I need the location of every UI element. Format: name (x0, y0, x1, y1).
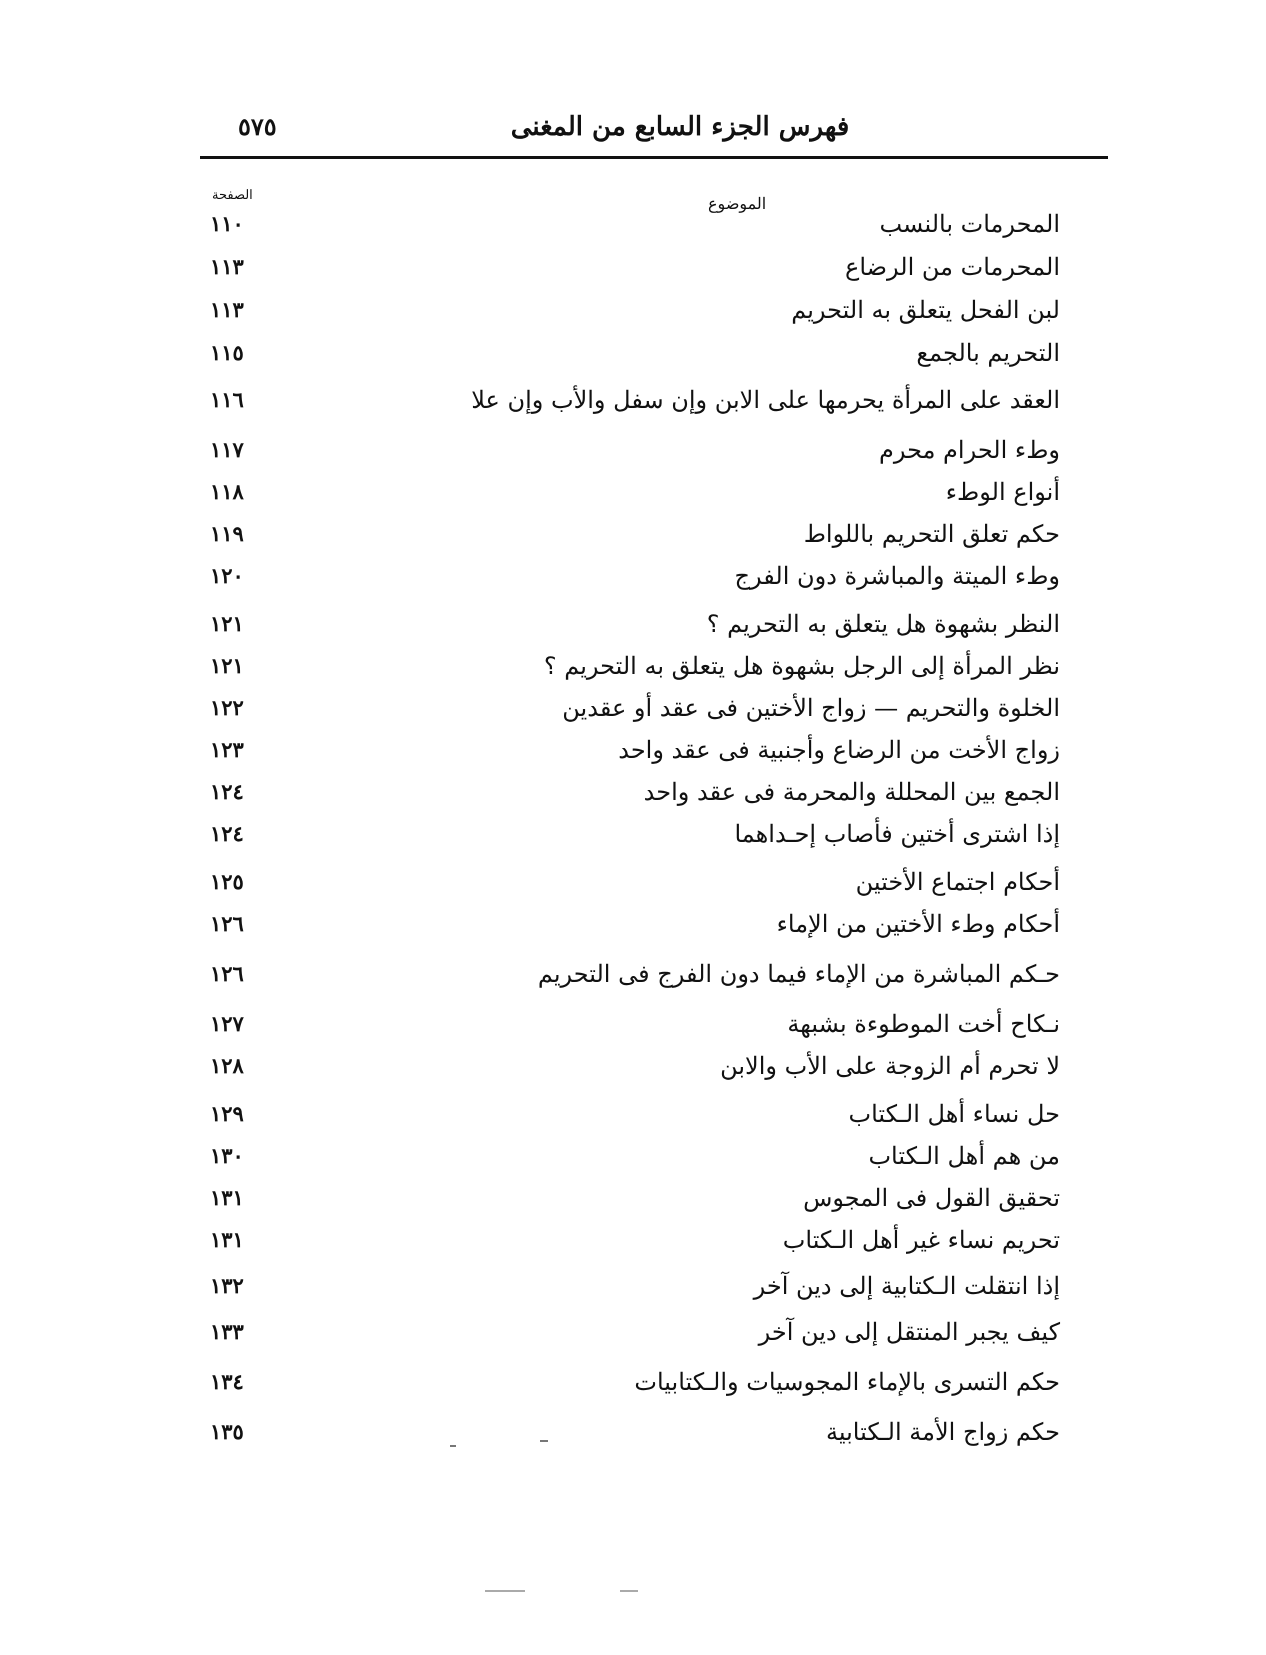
toc-entry-page: ١١٥ (210, 340, 244, 365)
toc-entry-topic: إذا اشترى أختين فأصاب إحـداهما (734, 820, 1060, 848)
scan-speck (620, 1590, 638, 1592)
toc-entry-page: ١١٦ (210, 387, 244, 412)
scan-speck (485, 1590, 525, 1592)
toc-entry-topic: حل نساء أهل الـكتاب (848, 1100, 1060, 1128)
toc-entry (200, 862, 1060, 902)
toc-entry-topic: من هم أهل الـكتاب (868, 1142, 1060, 1170)
toc-entry (200, 904, 1060, 944)
header-rule (200, 156, 1108, 159)
toc-entry-topic: حكم تعلق التحريم باللواط (803, 520, 1060, 548)
toc-entry (200, 688, 1060, 728)
toc-entry-page: ١٢٦ (210, 961, 244, 986)
toc-entry-page: ١٣٠ (210, 1143, 244, 1168)
toc-entry (200, 380, 1060, 420)
toc-entry-topic: زواج الأخت من الرضاع وأجنبية فى عقد واحد (618, 736, 1060, 764)
toc-entry (200, 247, 1060, 287)
toc-entry-page: ١١٩ (210, 521, 244, 546)
toc-entry (200, 1178, 1060, 1218)
toc-entry-topic: كيف يجبر المنتقل إلى دين آخر (758, 1318, 1060, 1346)
toc-entry (200, 1312, 1060, 1352)
column-heading-topic: الموضوع (708, 194, 767, 213)
toc-entry-page: ١٢١ (210, 611, 244, 636)
toc-entry-topic: الجمع بين المحللة والمحرمة فى عقد واحد (643, 778, 1060, 806)
toc-entry-page: ١٢٣ (210, 737, 244, 762)
toc-entry-page: ١٣١ (210, 1185, 244, 1210)
toc-entry (200, 1004, 1060, 1044)
toc-entry-topic: نـكاح أخت الموطوءة بشبهة (787, 1010, 1060, 1038)
toc-entry-topic: أنواع الوطء (945, 478, 1060, 506)
toc-entry-topic: حكم التسرى بالإماء المجوسيات والـكتابيات (634, 1368, 1060, 1396)
toc-entry (200, 1412, 1060, 1452)
toc-entry (200, 604, 1060, 644)
toc-entry (200, 1220, 1060, 1260)
toc-entry (200, 1046, 1060, 1086)
toc-entry-page: ١٣٥ (210, 1419, 244, 1444)
toc-entry-page: ١٣٣ (210, 1319, 244, 1344)
toc-entry-page: ١١٣ (210, 297, 244, 322)
toc-entry-page: ١٣٢ (210, 1273, 244, 1298)
toc-entry (200, 1094, 1060, 1134)
toc-entry (200, 556, 1060, 596)
toc-entry (200, 472, 1060, 512)
toc-entry-page: ١١٠ (210, 211, 244, 236)
toc-entry-page: ١٢٨ (210, 1053, 244, 1078)
toc-entry-topic: العقد على المرأة يحرمها على الابن وإن سفل والأب وإن علا (471, 386, 1060, 414)
toc-entry-page: ١٢٦ (210, 911, 244, 936)
toc-entry (200, 1362, 1060, 1402)
column-heading-page: الصفحة (212, 188, 253, 203)
toc-entry-topic: أحكام وطء الأختين من الإماء (776, 910, 1060, 938)
scan-speck (540, 1440, 548, 1442)
toc-entry-page: ١٢٧ (210, 1011, 244, 1036)
toc-entry-page: ١٢٥ (210, 869, 244, 894)
toc-entry (200, 772, 1060, 812)
toc-entry (200, 646, 1060, 686)
toc-entry (200, 1266, 1060, 1306)
toc-entry (200, 514, 1060, 554)
toc-entry-topic: حكم زواج الأمة الـكتابية (826, 1418, 1060, 1446)
toc-entry-topic: المحرمات من الرضاع (845, 253, 1060, 281)
toc-entry (200, 430, 1060, 470)
running-title: فهرس الجزء السابع من المغنى (510, 112, 850, 142)
toc-entry-topic: حـكم المباشرة من الإماء فيما دون الفرج فى التحريم (537, 960, 1060, 988)
toc-entry-page: ١٢٤ (210, 821, 244, 846)
toc-entry-page: ١١٣ (210, 254, 244, 279)
toc-entry (200, 730, 1060, 770)
toc-entry-topic: تحقيق القول فى المجوس (803, 1184, 1060, 1212)
toc-entry-page: ١٢١ (210, 653, 244, 678)
toc-entry-page: ١١٨ (210, 479, 244, 504)
page-number: ٥٧٥ (238, 112, 277, 141)
toc-entry-page: ١٢٩ (210, 1101, 244, 1126)
toc-entry-page: ١٣٤ (210, 1369, 244, 1394)
toc-entry-page: ١٣١ (210, 1227, 244, 1252)
toc-entry-topic: المحرمات بالنسب (879, 210, 1060, 238)
toc-entry-topic: الخلوة والتحريم — زواج الأختين فى عقد أو عقدين (562, 694, 1060, 722)
toc-entry (200, 290, 1060, 330)
toc-entry-topic: وطء الميتة والمباشرة دون الفرج (734, 562, 1060, 590)
toc-entry-topic: النظر بشهوة هل يتعلق به التحريم ؟ (706, 610, 1060, 638)
toc-entry-topic: لا تحرم أم الزوجة على الأب والابن (720, 1052, 1060, 1080)
toc-entry-topic: التحريم بالجمع (916, 339, 1060, 367)
toc-entry-topic: أحكام اجتماع الأختين (855, 868, 1060, 896)
toc-entry-topic: وطء الحرام محرم (878, 436, 1060, 464)
toc-entry (200, 954, 1060, 994)
toc-entry-page: ١٢٤ (210, 779, 244, 804)
toc-entry-page: ١٢٠ (210, 563, 244, 588)
toc-entry (200, 814, 1060, 854)
toc-entry-topic: تحريم نساء غير أهل الـكتاب (782, 1226, 1060, 1254)
toc-entry-topic: إذا انتقلت الـكتابية إلى دين آخر (753, 1272, 1060, 1300)
toc-entry-topic: لبن الفحل يتعلق به التحريم (791, 296, 1060, 324)
toc-entry-page: ١٢٢ (210, 695, 244, 720)
toc-entry (200, 333, 1060, 373)
toc-entry (200, 1136, 1060, 1176)
toc-entry-page: ١١٧ (210, 437, 244, 462)
toc-entry (200, 204, 1060, 244)
toc-entry-topic: نظر المرأة إلى الرجل بشهوة هل يتعلق به التحريم ؟ (543, 652, 1060, 680)
scan-speck (450, 1445, 456, 1447)
